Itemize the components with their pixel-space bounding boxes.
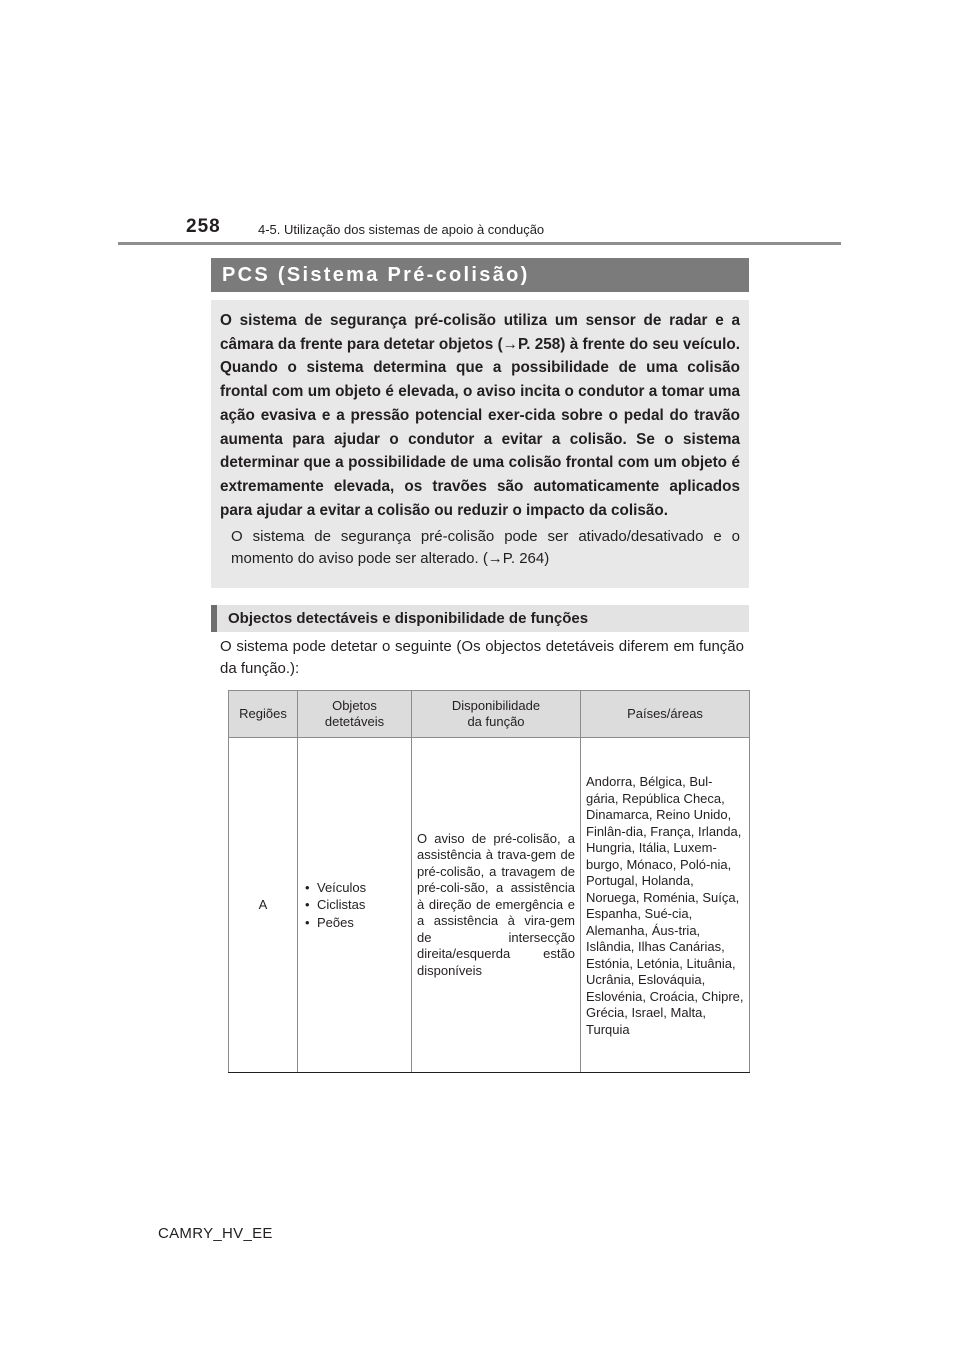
page-number: 258 <box>186 216 221 237</box>
list-item: • Ciclistas <box>303 896 406 914</box>
header-availability-line2: da função <box>467 714 525 729</box>
chapter-title: 4-5. Utilização dos sistemas de apoio à condução <box>258 222 545 237</box>
header-objects-line2: detetáveis <box>324 714 385 729</box>
list-item: • Peões <box>303 914 406 932</box>
intro-note: O sistema de segurança pré-colisão pode ser ativado/desativado e o momento do aviso pode ser alterado. (→P. 264) <box>231 528 740 568</box>
subsection-heading: Objectos detectáveis e disponibilidade de funções <box>211 605 749 632</box>
function-table <box>228 690 750 1073</box>
header-countries: Países/áreas <box>581 691 750 738</box>
intro-box <box>211 300 749 588</box>
objects-list <box>303 879 406 932</box>
intro-bold-text: O sistema de segurança pré-colisão utiliza um sensor de radar e a câmara da frente para detetar objetos (→P. 258) à frente do seu veículo. Quando o sistema determina que a possibilidade de uma colisão frontal com um objeto é elevada, o aviso incita o condutor a tomar uma ação evasiva e a pressão potencial exer-cida sobre o pedal do travão aumenta para ajudar o condutor a evitar a colisão. Se o sistema determinar que a possibilidade de uma colisão frontal com um objeto é extremamente elevada, os travões são automaticamente aplicados para ajudar a evitar a colisão ou reduzir o impacto da colisão. <box>220 312 740 519</box>
header-availability <box>412 691 581 738</box>
header-objects <box>298 691 412 738</box>
section-heading: PCS (Sistema Pré-colisão) <box>211 258 749 292</box>
header-regions: Regiões <box>229 691 298 738</box>
header-availability-line1: Disponibilidade <box>451 698 541 713</box>
cell-region: A <box>229 738 298 1073</box>
table-row <box>229 738 750 1073</box>
cell-objects <box>298 738 412 1073</box>
cell-availability: O aviso de pré-colisão, a assistência à trava-gem de pré-colisão, a travagem de pré-coli-são, a assistência à direção de emergência e a assistência à vira-gem de intersecção direita/esquerda estão disponíveis <box>412 738 581 1073</box>
header-objects-line1: Objetos <box>332 698 377 713</box>
list-item: • Veículos <box>303 879 406 897</box>
header-divider <box>118 242 841 245</box>
model-code: CAMRY_HV_EE <box>158 1225 273 1242</box>
cell-countries: Andorra, Bélgica, Bul-gária, República Checa, Dinamarca, Reino Unido, Finlân-dia, França, Irlanda, Hungria, Itália, Luxem-burgo, Mónaco, Poló-nia, Portugal, Holanda, Noruega, Roménia, Suíça, Espanha, Sué-cia, Alemanha, Áus-tria, Islândia, Ilhas Canárias, Estónia, Letónia, Lituânia, Ucrânia, Eslováquia, Eslovénia, Croácia, Chipre, Grécia, Israel, Malta, Turquia <box>581 738 750 1073</box>
table-header-row <box>229 691 750 738</box>
subsection-body: O sistema pode detetar o seguinte (Os objectos detetáveis diferem em função da função.): <box>220 638 744 677</box>
